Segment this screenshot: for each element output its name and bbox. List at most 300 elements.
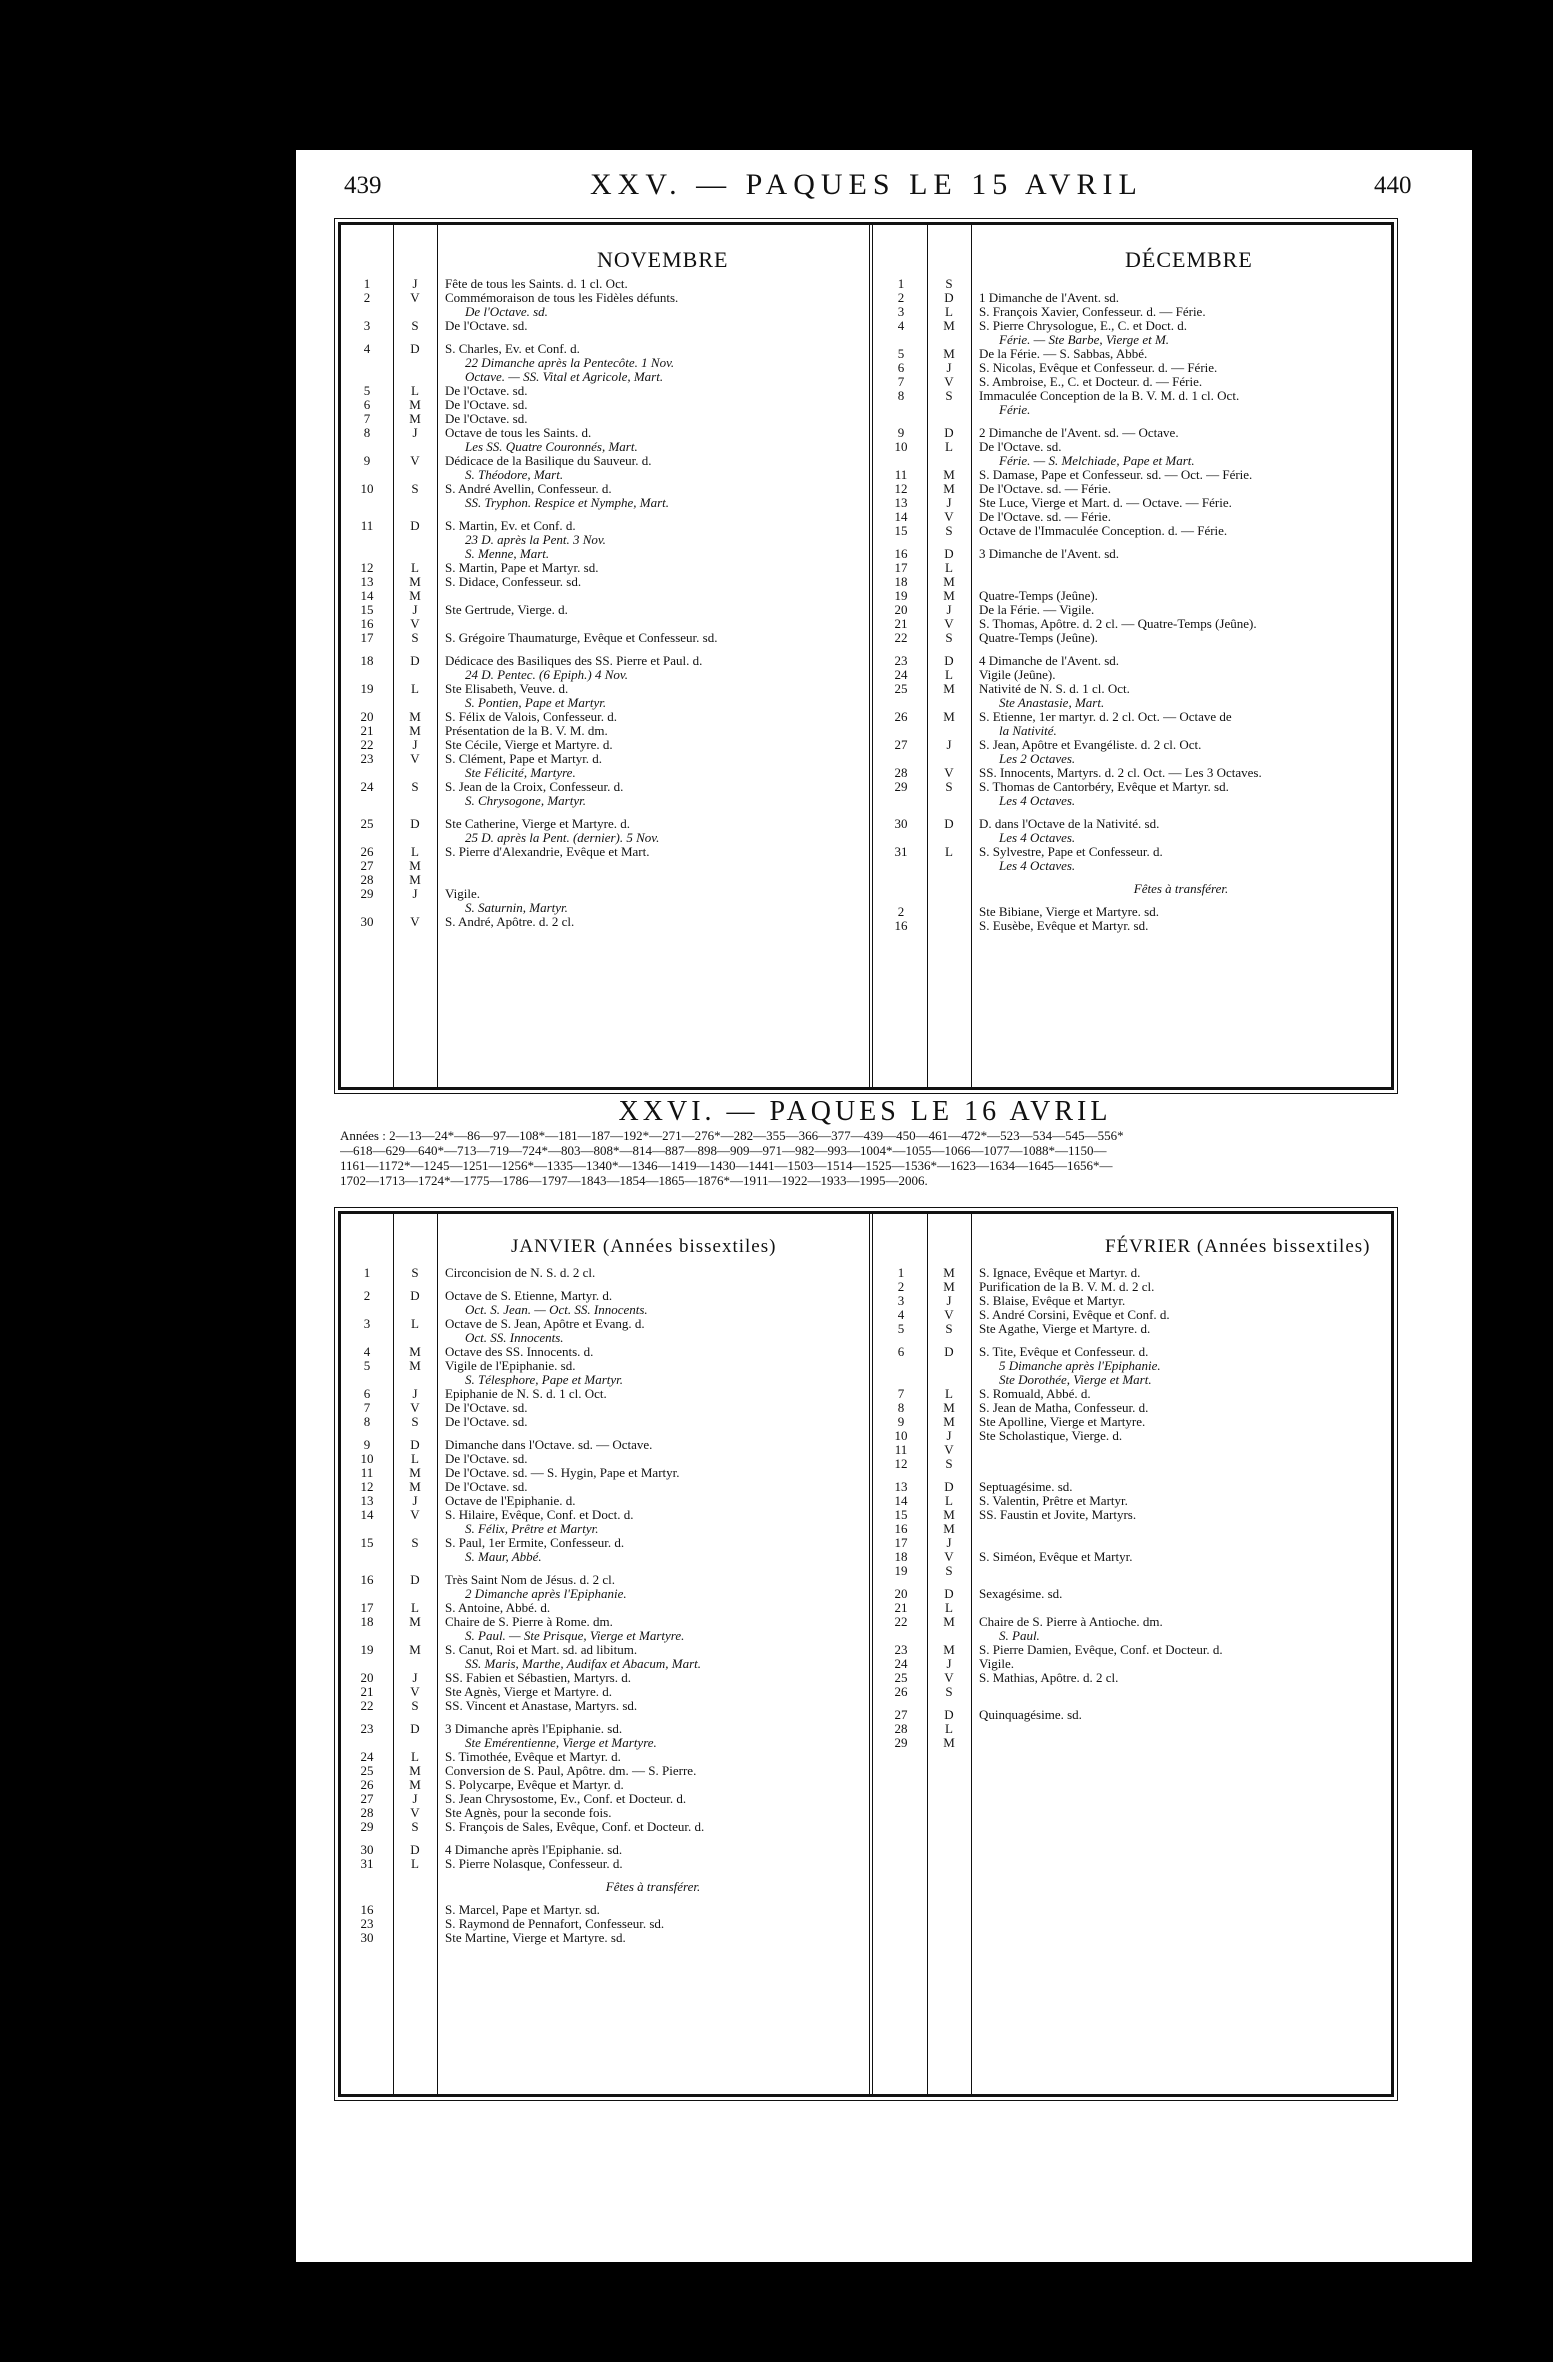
day-number: 19 [894,1563,908,1578]
feast-main: 4 Dimanche de l'Avent. sd. [979,654,1120,668]
calendar-row [341,1843,869,1857]
feast-text [437,1536,869,1564]
rows-december [875,277,1391,933]
row-spacer [341,1280,869,1289]
calendar-row [875,305,1391,319]
weekday-letter: D [410,518,420,533]
weekday-letter: D [944,290,954,305]
calendar-row [875,1322,1391,1336]
weekday-letter: J [412,602,418,617]
feast-text [971,440,1391,468]
feast-subline: Ste Anastasie, Mart. [999,695,1105,710]
weekday-letter: M [943,1414,955,1429]
calendar-row [875,1550,1391,1564]
calendar-row [341,631,869,645]
page-number-right: 440 [1374,172,1412,199]
weekday-letter: D [410,1288,420,1303]
weekday-letter: L [411,1451,419,1466]
feast-subline: 22 Dimanche après la Pentecôte. 1 Nov. [465,355,675,370]
weekday-letter: V [944,1442,954,1457]
day-number: 17 [894,1535,908,1550]
weekday-letter: D [410,653,420,668]
calendar-row [875,1657,1391,1671]
row-spacer [341,1834,869,1843]
calendar-row [875,1601,1391,1615]
calendar-row [341,575,869,589]
feast-text [437,1843,869,1857]
row-spacer [341,808,869,817]
feast-text [437,1931,869,1945]
calendar-row [341,1601,869,1615]
feast-main: S. Ambroise, E., C. et Docteur. d. — Férie. [979,375,1203,389]
feast-text [971,1457,1391,1471]
feast-subline: Les SS. Quatre Couronnés, Mart. [465,439,638,454]
feast-main: S. Damase, Pape et Confesseur. sd. — Oct. — Férie. [979,468,1253,482]
day-number: 3 [363,318,371,333]
day-number: 21 [894,616,908,631]
feast-main: SS. Faustin et Jovite, Martyrs. [979,1508,1137,1522]
feast-main: Commémoraison de tous les Fidèles défunts. [445,291,679,305]
day-number: 26 [894,1684,908,1699]
day-number [875,882,927,896]
day-number: 7 [363,1400,371,1415]
calendar-row [341,454,869,482]
weekday-letter: M [409,411,421,426]
calendar-row [341,1643,869,1671]
feast-main: S. Martin, Pape et Martyr. sd. [445,561,599,575]
feast-text [437,1289,869,1317]
feast-main: Ste Agathe, Vierge et Martyre. d. [979,1322,1151,1336]
day-number: 21 [894,1600,908,1615]
calendar-row [875,361,1391,375]
calendar-row [875,1736,1391,1750]
feast-text [971,1401,1391,1415]
feast-subline: S. Paul. [999,1628,1040,1643]
calendar-row [875,482,1391,496]
feast-text [971,603,1391,617]
feast-text [437,845,869,859]
feast-text [971,631,1391,645]
calendar-row [875,882,1391,896]
weekday-letter: L [945,844,953,859]
weekday-letter: D [944,425,954,440]
feast-main: S. Jean de Matha, Confesseur. d. [979,1401,1149,1415]
calendar-row [341,384,869,398]
day-number: 24 [360,779,374,794]
weekday-letter: S [945,1321,953,1336]
feast-main: Ste Martine, Vierge et Martyre. sd. [445,1931,626,1945]
feast-main: Circoncision de N. S. d. 2 cl. [445,1266,596,1280]
feast-text [971,1722,1391,1736]
month-title: JANVIER (Années bissextiles) [511,1236,777,1257]
day-number: 16 [360,1902,374,1917]
weekday-letter: D [944,1707,954,1722]
calendar-row [875,1494,1391,1508]
feast-main: Ste Gertrude, Vierge. d. [445,603,568,617]
month-january [341,1214,873,2094]
feast-main: S. Pierre Damien, Evêque, Conf. et Docteur. d. [979,1643,1223,1657]
feast-main: S. Blaise, Evêque et Martyr. [979,1294,1126,1308]
feast-text [437,1699,869,1713]
feast-text [437,710,869,724]
feast-main: De l'Octave. sd. [979,440,1062,454]
feast-main: Vigile (Jeûne). [979,668,1056,682]
feast-main: S. Martin, Ev. et Conf. d. [445,519,576,533]
feast-main: S. Pierre Chrysologue, E., C. et Doct. d. [979,319,1187,333]
weekday-letter: M [943,574,955,589]
feast-text [971,561,1391,575]
section-title: XXVI. — PAQUES LE 16 AVRIL [618,1096,1112,1127]
weekday-letter: L [945,560,953,575]
feast-text [437,1401,869,1415]
feast-subline: 25 D. après la Pent. (dernier). 5 Nov. [465,830,660,845]
feast-text [437,589,869,603]
feast-text [971,1415,1391,1429]
calendar-row [341,1699,869,1713]
day-number: 22 [894,630,908,645]
calendar-row [341,1480,869,1494]
calendar-row [875,1587,1391,1601]
day-number: 30 [360,1842,374,1857]
feast-main: 3 Dimanche de l'Avent. sd. [979,547,1120,561]
weekday-letter: L [945,1721,953,1736]
feast-text [437,398,869,412]
feast-text [971,1308,1391,1322]
day-number [341,1880,393,1894]
day-number: 31 [894,844,908,859]
calendar-row [875,575,1391,589]
weekday-letter: J [946,1535,952,1550]
feast-text [971,1294,1391,1308]
calendar-row [875,1564,1391,1578]
calendar-row [341,915,869,929]
day-number: 27 [894,737,908,752]
day-number: 11 [360,518,374,533]
weekday-letter [393,1903,437,1917]
day-number: 15 [894,523,908,538]
feast-subline: 2 Dimanche après l'Epiphanie. [465,1586,627,1601]
weekday-letter [393,1931,437,1945]
feast-text [437,1917,869,1931]
calendar-row [341,817,869,845]
day-number: 22 [360,737,374,752]
feast-text [971,1601,1391,1615]
calendar-row [875,524,1391,538]
feast-text [971,1522,1391,1536]
calendar-row [341,1345,869,1359]
feast-text [437,1615,869,1643]
feast-text [971,1322,1391,1336]
weekday-letter: J [946,602,952,617]
weekday-letter: D [944,1586,954,1601]
feast-text [971,575,1391,589]
feast-main: De l'Octave. sd. [445,319,528,333]
row-spacer [341,645,869,654]
weekday-letter: J [412,425,418,440]
weekday-letter: S [945,1563,953,1578]
day-number: 16 [894,546,908,561]
feast-main: Ste Elisabeth, Veuve. d. [445,682,569,696]
calendar-row [875,1615,1391,1643]
feast-text [437,1671,869,1685]
calendar-row [341,752,869,780]
day-number: 6 [897,360,905,375]
calendar-row [341,426,869,454]
feast-text [437,1643,869,1671]
day-number: 1 [897,1265,905,1280]
feast-main: S. Jean Chrysostome, Ev., Conf. et Docteur. d. [445,1792,687,1806]
day-number: 16 [894,918,908,933]
weekday-letter: M [409,1358,421,1373]
day-number: 3 [897,1293,905,1308]
calendar-row [341,1508,869,1536]
day-number: 1 [363,1265,371,1280]
calendar-row [341,1722,869,1750]
calendar-row [341,1685,869,1699]
feast-subline: Les 4 Octaves. [999,830,1076,845]
day-number: 23 [894,1642,908,1657]
day-number: 1 [897,276,905,291]
feast-main: S. Antoine, Abbé. d. [445,1601,551,1615]
feast-text [437,859,869,873]
feast-text [437,342,869,384]
day-number: 20 [894,1586,908,1601]
feast-main: Octave de S. Etienne, Martyr. d. [445,1289,613,1303]
feast-main: Dédicace de la Basilique du Sauveur. d. [445,454,652,468]
feast-subline: SS. Tryphon. Respice et Nymphe, Mart. [465,495,669,510]
feast-main: Vigile. [979,1657,1014,1671]
weekday-letter: V [944,765,954,780]
weekday-letter: S [411,1819,419,1834]
feast-text [971,375,1391,389]
feast-text [971,845,1391,873]
feast-main: De l'Octave. sd. [445,398,528,412]
feast-main: 2 Dimanche de l'Avent. sd. — Octave. [979,426,1179,440]
feast-text [971,1615,1391,1643]
feast-text [971,668,1391,682]
feast-subline: la Nativité. [999,723,1057,738]
weekday-letter: J [412,1670,418,1685]
feast-main: S. Thomas de Cantorbéry, Evêque et Martyr. sd. [979,780,1229,794]
day-number: 21 [360,1684,374,1699]
calendar-row [341,1317,869,1345]
day-number: 16 [894,1521,908,1536]
weekday-letter [927,919,971,933]
feast-main: Fêtes à transférer. [605,1880,701,1894]
day-number: 15 [360,1535,374,1550]
feast-text [437,1778,869,1792]
calendar-row [875,440,1391,468]
weekday-letter: M [943,1279,955,1294]
day-number: 2 [363,290,371,305]
feast-text [971,510,1391,524]
calendar-row [875,510,1391,524]
weekday-letter: J [946,1428,952,1443]
feast-text [437,412,869,426]
day-number: 5 [363,383,371,398]
calendar-row [341,682,869,710]
years-line: 1702—1713—1724*—1775—1786—1797—1843—1854—1865—1876*—1911—1922—1933—1995—2006. [340,1173,928,1188]
calendar-row [875,319,1391,347]
feast-text [971,1685,1391,1699]
month-title: NOVEMBRE [597,247,729,272]
feast-main: S. François de Sales, Evêque, Conf. et Docteur. d. [445,1820,705,1834]
feast-text [971,291,1391,305]
feast-main: S. Marcel, Pape et Martyr. sd. [445,1903,600,1917]
weekday-letter: V [410,453,420,468]
feast-text [971,347,1391,361]
weekday-letter: V [944,509,954,524]
row-spacer [341,510,869,519]
feast-main: De l'Octave. sd. [445,1415,528,1429]
feast-main: Fête de tous les Saints. d. 1 cl. Oct. [445,277,628,291]
day-number: 12 [360,560,374,575]
feast-text [437,1573,869,1601]
calendar-row [341,1415,869,1429]
weekday-letter: M [409,1614,421,1629]
calendar-row [875,766,1391,780]
feast-subline: Ste Félicité, Martyre. [465,765,576,780]
weekday-letter: M [409,1465,421,1480]
weekday-letter: V [944,1307,954,1322]
feast-main: Conversion de S. Paul, Apôtre. dm. — S. Pierre. [445,1764,697,1778]
feast-main: 4 Dimanche après l'Epiphanie. sd. [445,1843,623,1857]
day-number: 5 [897,1321,905,1336]
feast-main: D. dans l'Octave de la Nativité. sd. [979,817,1160,831]
weekday-letter: L [411,383,419,398]
feast-subline: Les 4 Octaves. [999,793,1076,808]
weekday-letter: S [411,318,419,333]
feast-text [971,817,1391,845]
feast-main: S. Nicolas, Evêque et Confesseur. d. — Férie. [979,361,1218,375]
calendar-row [341,519,869,561]
feast-text [971,1564,1391,1578]
weekday-letter: L [945,1493,953,1508]
feast-text [437,1750,869,1764]
weekday-letter: L [411,1856,419,1871]
feast-text [437,738,869,752]
feast-text [437,780,869,808]
feast-main: S. Charles, Ev. et Conf. d. [445,342,580,356]
weekday-letter [927,882,971,896]
weekday-letter: J [412,737,418,752]
weekday-letter: M [409,397,421,412]
day-number: 27 [360,858,374,873]
day-number: 11 [894,467,908,482]
weekday-letter: L [411,1600,419,1615]
day-number: 13 [360,574,374,589]
calendar-row [341,710,869,724]
feast-text [971,277,1391,291]
calendar-row [875,347,1391,361]
feast-main: Octave de l'Immaculée Conception. d. — Férie. [979,524,1228,538]
day-number: 18 [894,1549,908,1564]
weekday-letter: V [410,914,420,929]
calendar-row [341,1615,869,1643]
day-number: 15 [360,602,374,617]
feast-main: Ste Cécile, Vierge et Martyre. d. [445,738,613,752]
feast-main: Sexagésime. sd. [979,1587,1063,1601]
month-title: DÉCEMBRE [1125,247,1253,272]
page-title: XXV. — PAQUES LE 15 AVRIL [590,168,1143,201]
day-number: 26 [360,844,374,859]
weekday-letter [393,1880,437,1894]
calendar-row [875,1387,1391,1401]
calendar-frame-bottom [338,1211,1394,2097]
calendar-row [875,631,1391,645]
weekday-letter: J [412,1791,418,1806]
calendar-row [341,603,869,617]
day-number: 29 [360,886,374,901]
feast-main: De l'Octave. sd. — Férie. [979,482,1111,496]
day-number: 26 [894,709,908,724]
feast-main: S. Félix de Valois, Confesseur. d. [445,710,618,724]
weekday-letter: V [410,1805,420,1820]
feast-text [437,1494,869,1508]
calendar-row [341,1438,869,1452]
day-number: 28 [894,765,908,780]
feast-text [971,1736,1391,1750]
feast-main: De l'Octave. sd. — S. Hygin, Pape et Martyr. [445,1466,680,1480]
weekday-letter: S [945,630,953,645]
rows-november [341,277,869,929]
day-number: 28 [894,1721,908,1736]
weekday-letter: M [943,681,955,696]
calendar-row [341,1466,869,1480]
weekday-letter: V [944,1670,954,1685]
day-number: 22 [894,1614,908,1629]
feast-main: De l'Octave. sd. [445,1401,528,1415]
feast-main: S. Eusèbe, Evêque et Martyr. sd. [979,919,1149,933]
day-number: 1 [363,276,371,291]
weekday-letter: M [409,1777,421,1792]
weekday-letter: D [410,1572,420,1587]
calendar-row [341,319,869,333]
feast-text [437,1880,869,1894]
feast-main: S. André Corsini, Evêque et Conf. d. [979,1308,1170,1322]
feast-main: De l'Octave. sd. [445,1452,528,1466]
feast-text [437,603,869,617]
day-number: 28 [360,1805,374,1820]
feast-text [971,1443,1391,1457]
feast-subline: S. Télesphore, Pape et Martyr. [465,1372,624,1387]
feast-main: 1 Dimanche de l'Avent. sd. [979,291,1120,305]
feast-main: De la Férie. — Vigile. [979,603,1095,617]
feast-subline: S. Menne, Mart. [465,546,550,561]
feast-main: Quatre-Temps (Jeûne). [979,589,1098,603]
feast-text [437,1466,869,1480]
feast-text [437,617,869,631]
calendar-row [875,1671,1391,1685]
weekday-letter: M [943,1614,955,1629]
row-spacer [341,1894,869,1903]
weekday-letter: M [943,1521,955,1536]
weekday-letter: L [411,844,419,859]
feast-subline: Oct. S. Jean. — Oct. SS. Innocents. [465,1302,648,1317]
feast-text [971,1494,1391,1508]
feast-text [971,738,1391,766]
calendar-row [875,738,1391,766]
feast-subline: Les 2 Octaves. [999,751,1076,766]
day-number: 25 [360,816,374,831]
weekday-letter: V [944,374,954,389]
feast-main: S. Pierre Nolasque, Confesseur. d. [445,1857,623,1871]
calendar-row [875,496,1391,510]
day-number: 15 [894,1507,908,1522]
feast-main: Quatre-Temps (Jeûne). [979,631,1098,645]
calendar-row [341,1931,869,1945]
feast-main: Ste Agnès, Vierge et Martyre. d. [445,1685,612,1699]
